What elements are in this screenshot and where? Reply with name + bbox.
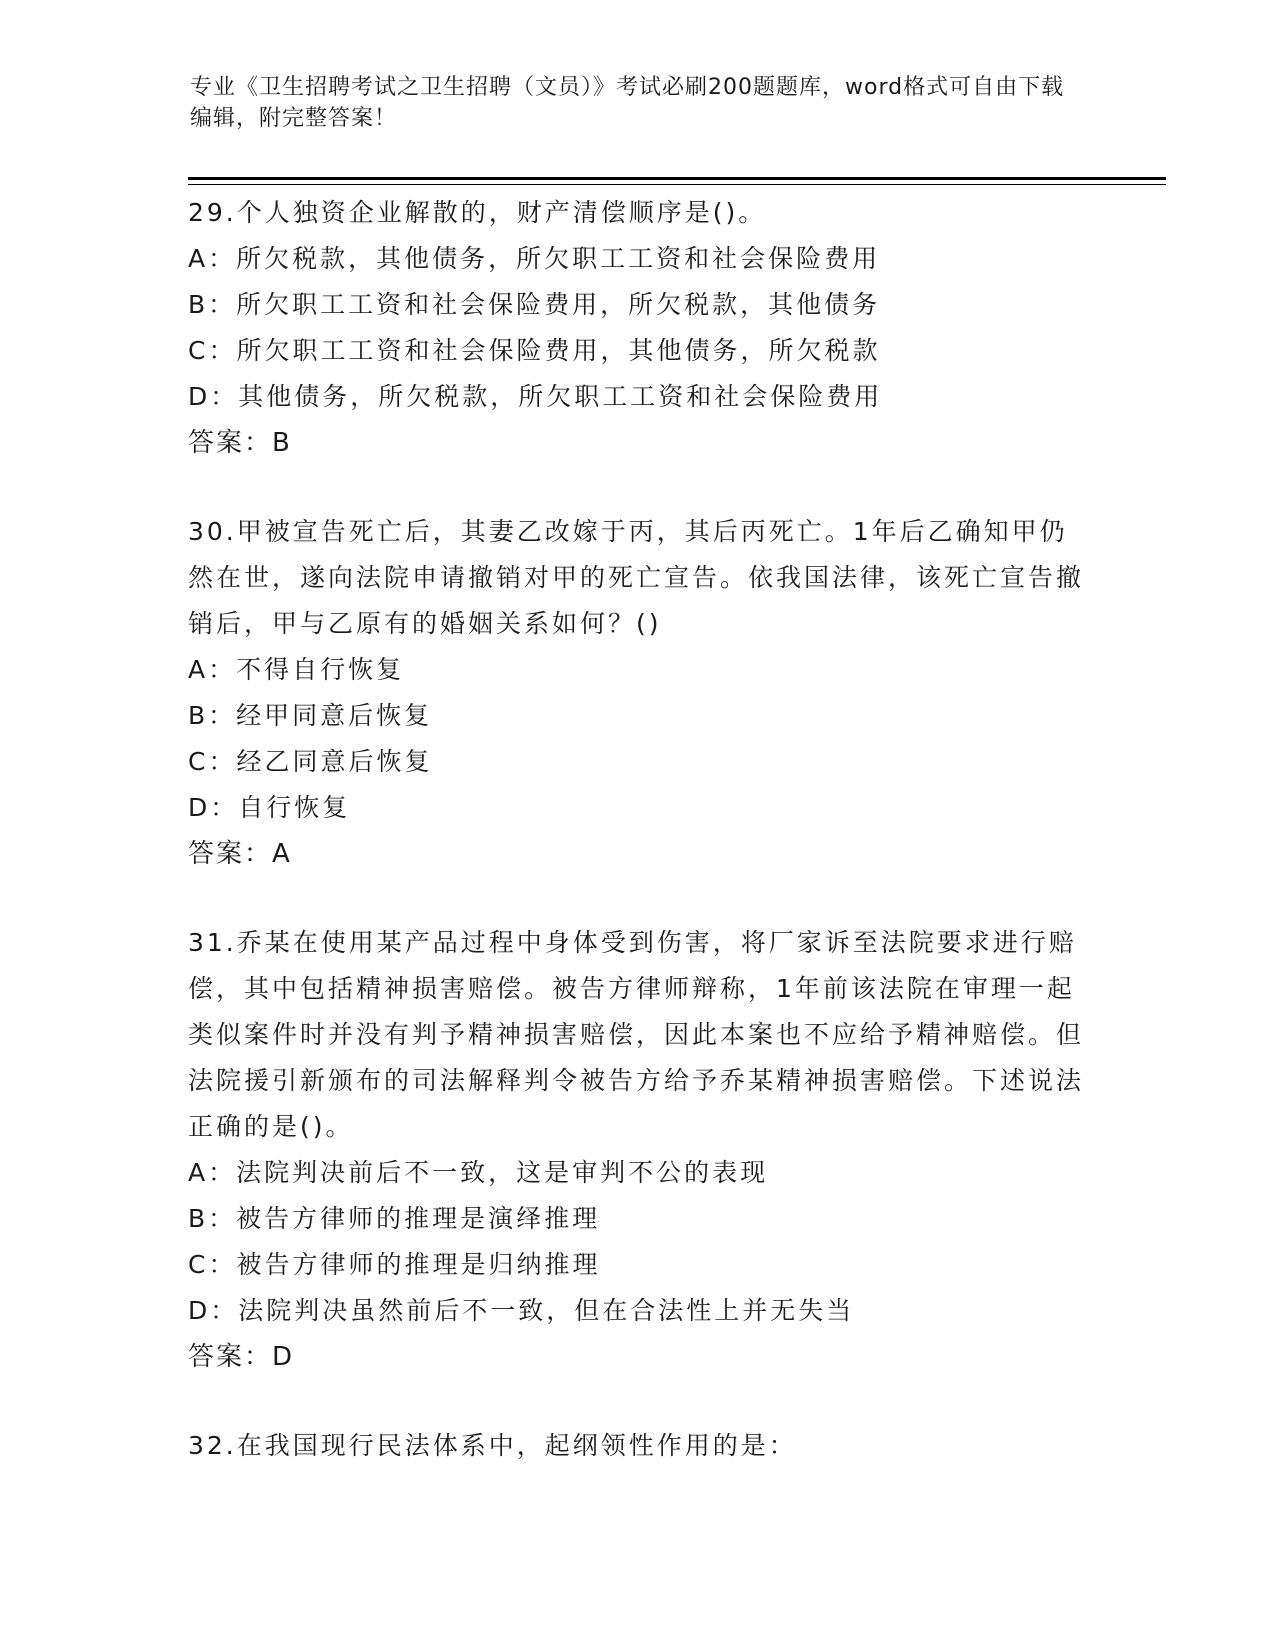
question-stem: 32.在我国现行民法体系中，起纲领性作用的是： [188, 1431, 797, 1460]
option-c: C：被告方律师的推理是归纳推理 [188, 1250, 601, 1279]
document-header: 专业《卫生招聘考试之卫生招聘（文员）》考试必刷200题题库，word格式可自由下载编辑，附完整答案！ [190, 75, 1065, 131]
header-divider-thin [188, 184, 1166, 185]
answer-line: 答案：A [188, 839, 292, 869]
option-a: A：不得自行恢复 [188, 655, 405, 684]
question-stem: 31.乔某在使用某产品过程中身体受到伤害，将厂家诉至法院要求进行赔偿，其中包括精神损害赔偿。被告方律师辩称，1年前该法院在审理一起类似案件时并没有判予精神损害赔偿，因此本案也不应给予精神赔偿。但法院援引新颁布的司法解释判令被告方给予乔某精神损害赔偿。下述说法正确的是()。 [188, 928, 1085, 1141]
option-c: C：经乙同意后恢复 [188, 747, 433, 776]
option-a: A：法院判决前后不一致，这是审判不公的表现 [188, 1158, 769, 1187]
header-divider-thick [188, 177, 1166, 180]
question-stem: 30.甲被宣告死亡后，其妻乙改嫁于丙，其后丙死亡。1年后乙确知甲仍然在世，遂向法院申请撤销对甲的死亡宣告。依我国法律，该死亡宣告撤销后，甲与乙原有的婚姻关系如何？() [188, 517, 1085, 638]
question-list [188, 190, 1088, 1469]
option-b: B：经甲同意后恢复 [188, 701, 433, 730]
option-b: B：所欠职工工资和社会保险费用，所欠税款，其他债务 [188, 290, 881, 319]
option-a: A：所欠税款，其他债务，所欠职工工资和社会保险费用 [188, 244, 881, 273]
question-30 [188, 509, 1088, 877]
option-b: B：被告方律师的推理是演绎推理 [188, 1204, 601, 1233]
option-d: D：其他债务，所欠税款，所欠职工工资和社会保险费用 [188, 382, 883, 411]
answer-line: 答案：B [188, 428, 292, 458]
answer-line: 答案：D [188, 1342, 295, 1372]
option-d: D：法院判决虽然前后不一致，但在合法性上并无失当 [188, 1296, 855, 1325]
option-d: D：自行恢复 [188, 793, 351, 822]
question-stem: 29.个人独资企业解散的，财产清偿顺序是()。 [188, 198, 767, 227]
question-29 [188, 190, 1088, 466]
question-31 [188, 920, 1088, 1380]
option-c: C：所欠职工工资和社会保险费用，其他债务，所欠税款 [188, 336, 881, 365]
question-32 [188, 1423, 1088, 1469]
